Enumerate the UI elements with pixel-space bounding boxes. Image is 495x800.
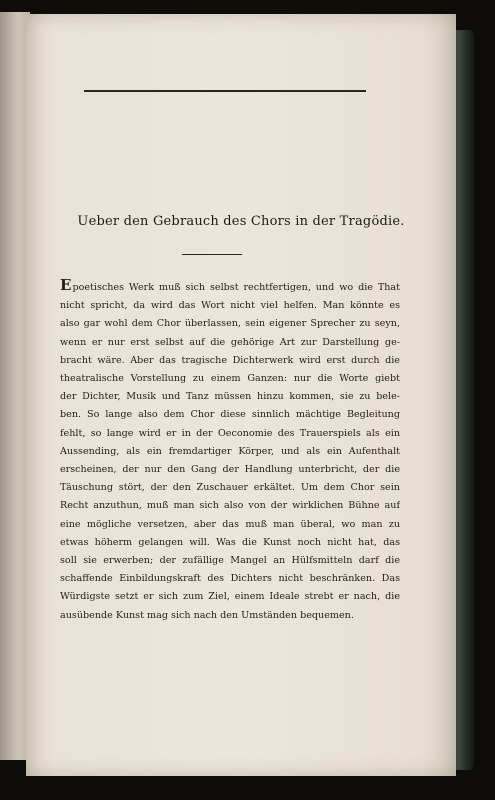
text-line: Täuschung stört, der den Zuschauer erkältet. Um dem Chor sein [60, 482, 400, 494]
text-line: Aussending, als ein fremdartiger Körper, und als ein Aufenthalt [60, 445, 400, 457]
body-paragraph [60, 276, 400, 625]
text-line: Würdigste setzt er sich zum Ziel, einem Ideale strebt er nach, die [60, 591, 400, 603]
text-line: Recht anzuthun, muß man sich also von der wirklichen Bühne auf [60, 500, 400, 512]
drop-cap: E [60, 276, 72, 294]
text-line: erscheinen, der nur den Gang der Handlung unterbricht, der die [60, 464, 400, 476]
text-line: wenn er nur erst selbst auf die gehörige Art zur Darstellung ge- [60, 336, 400, 348]
text-line: also gar wohl dem Chor überlassen, sein eigener Sprecher zu seyn, [60, 318, 400, 330]
text-line: ben. So lange also dem Chor diese sinnlich mächtige Begleitung [60, 409, 400, 421]
text-line: fehlt, so lange wird er in der Oeconomie des Trauerspiels als ein [60, 427, 400, 439]
text-line: etwas höherm gelangen will. Was die Kunst noch nicht hat, das [60, 536, 400, 548]
text-line: bracht wäre. Aber das tragische Dichterwerk wird erst durch die [60, 354, 400, 366]
text-line: nicht spricht, da wird das Wort nicht viel helfen. Man könnte es [60, 300, 400, 312]
text-line: eine mögliche versetzen, aber das muß man überal, wo man zu [60, 518, 400, 530]
text-line: ausübende Kunst mag sich nach den Umständen bequemen. [60, 609, 354, 621]
text-line: schaffende Einbildungskraft des Dichters nicht beschränken. Das [60, 573, 400, 585]
text-line: der Dichter, Musik und Tanz müssen hinzu kommen, sie zu bele- [60, 391, 400, 403]
header-rule [84, 90, 366, 92]
text-line: soll sie erwerben; der zufällige Mangel an Hülfsmitteln darf die [60, 555, 400, 567]
chapter-title: Ueber den Gebrauch des Chors in der Tragödie. [77, 214, 405, 229]
title-rule [182, 254, 242, 255]
text-line: theatralische Vorstellung zu einem Ganzen: nur die Worte giebt [60, 373, 400, 385]
text-line: Epoetisches Werk muß sich selbst rechtfertigen, und wo die That [60, 276, 400, 294]
book-page [26, 14, 456, 776]
